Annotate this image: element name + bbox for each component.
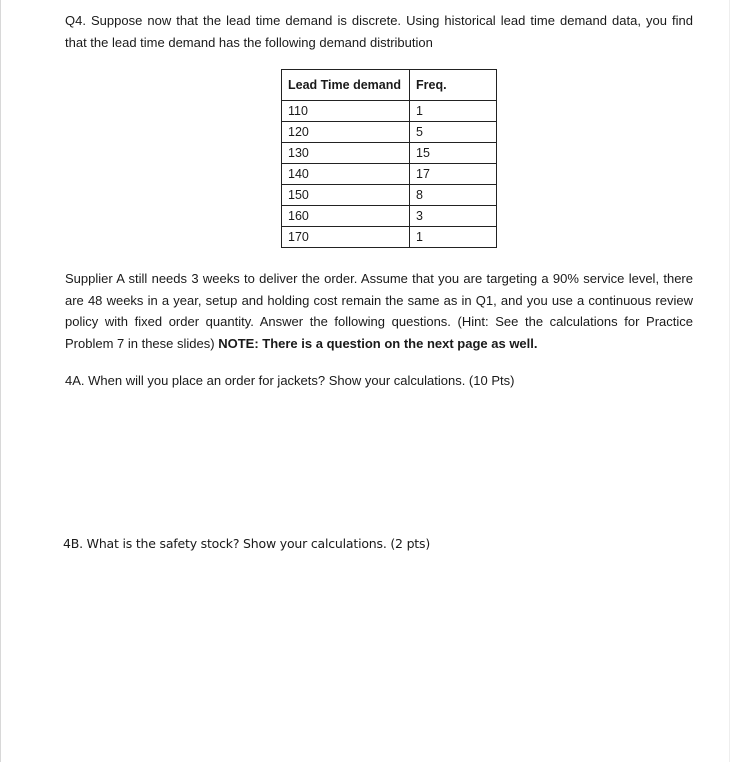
table-row	[282, 227, 497, 248]
page-left-edge	[0, 0, 1, 762]
table-row	[282, 206, 497, 227]
freq-cell: 15	[410, 143, 497, 164]
demand-cell: 130	[282, 143, 410, 164]
demand-cell: 140	[282, 164, 410, 185]
freq-cell: 1	[410, 101, 497, 122]
next-page-note: NOTE: There is a question on the next page as well.	[218, 335, 538, 351]
table-row	[282, 101, 497, 122]
demand-cell: 150	[282, 185, 410, 206]
table-row	[282, 143, 497, 164]
freq-cell: 8	[410, 185, 497, 206]
supplier-text: Supplier A still needs 3 weeks to deliver the order. Assume that you are targeting a 90% service level, there are 48 weeks in a year, setup and holding cost remain the same as in Q1, and you use a continuous review policy with fixed order quantity. Answer the following questions. (Hint: See the calculations for Practice Problem 7 in these slides)	[65, 271, 693, 351]
freq-cell: 3	[410, 206, 497, 227]
table-row	[282, 122, 497, 143]
table-header-row	[282, 70, 497, 101]
header-frequency: Freq.	[410, 70, 497, 101]
freq-cell: 1	[410, 227, 497, 248]
question-4b: 4B. What is the safety stock? Show your calculations. (2 pts)	[63, 536, 430, 551]
demand-cell: 170	[282, 227, 410, 248]
question-4a: 4A. When will you place an order for jackets? Show your calculations. (10 Pts)	[65, 373, 515, 388]
freq-cell: 17	[410, 164, 497, 185]
demand-cell: 160	[282, 206, 410, 227]
demand-cell: 120	[282, 122, 410, 143]
question-4-intro: Q4. Suppose now that the lead time demand is discrete. Using historical lead time demand data, you find that the lead time demand has the following demand distribution	[65, 13, 693, 50]
table-row	[282, 185, 497, 206]
table-row	[282, 164, 497, 185]
lead-time-demand-table	[281, 69, 497, 248]
demand-cell: 110	[282, 101, 410, 122]
header-lead-time-demand: Lead Time demand	[282, 70, 410, 101]
freq-cell: 5	[410, 122, 497, 143]
supplier-paragraph	[65, 268, 693, 354]
